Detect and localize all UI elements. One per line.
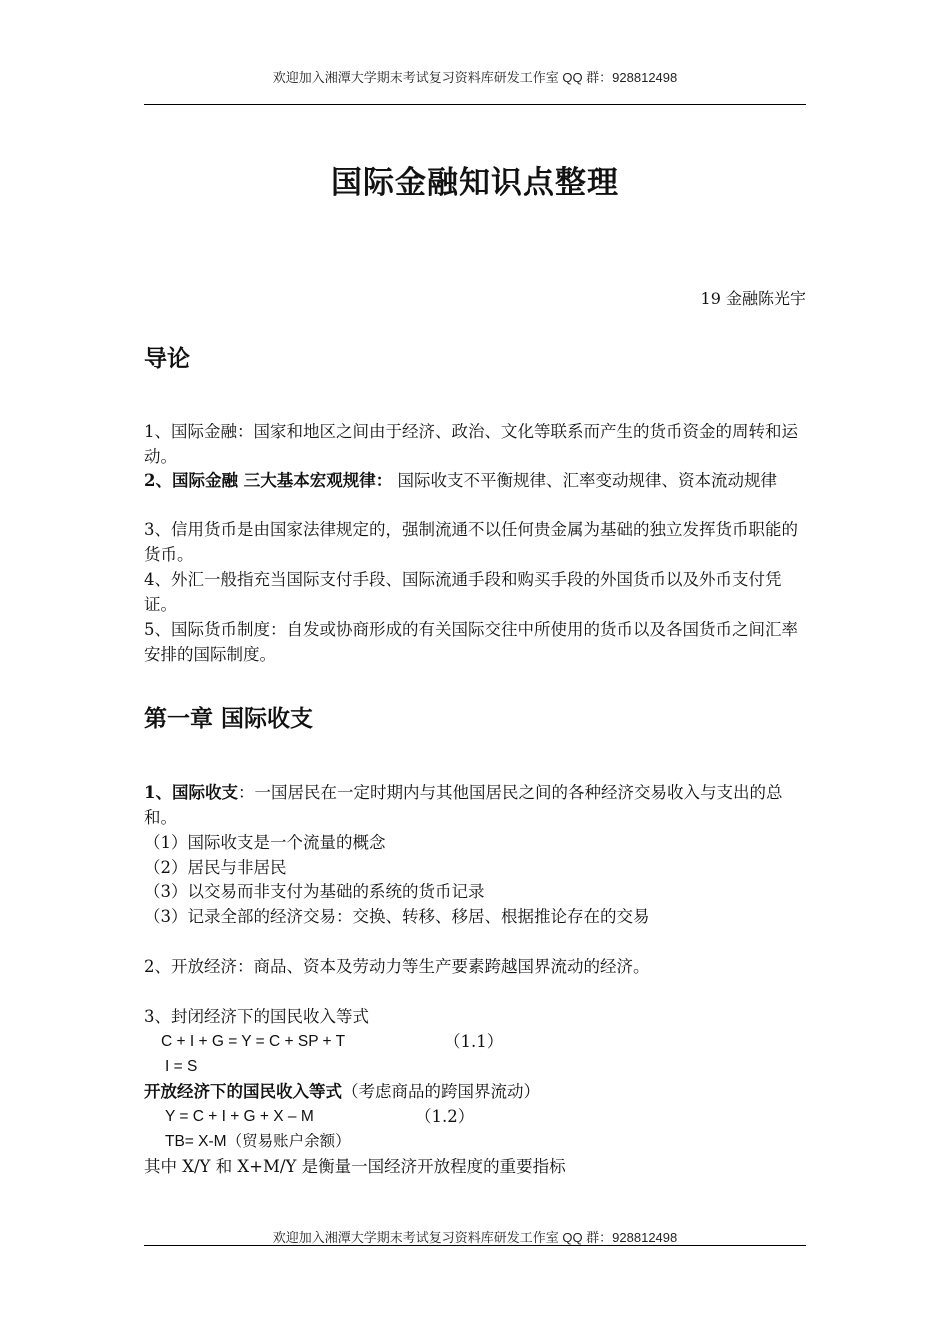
- trade-balance-equation: TB= X-M（贸易账户余额）: [165, 1133, 351, 1150]
- intro-item-5: 5、国际货币制度：自发或协商形成的有关国际交往中所使用的货币以及各国货币之间汇率安排的国际制度。: [144, 620, 798, 664]
- intro-heading: 导论: [144, 346, 190, 372]
- open-economy-definition: 2、开放经济：商品、资本及劳动力等生产要素跨越国界流动的经济。: [144, 957, 650, 976]
- document-title: 国际金融知识点整理: [331, 165, 619, 201]
- equation-i-s: I = S: [165, 1058, 198, 1075]
- equation-1-2-number: （1.2）: [415, 1107, 475, 1126]
- page-footer: 欢迎加入湘潭大学期末考试复习资料库研发工作室 QQ 群：928812498: [272, 1230, 678, 1245]
- intro-item-1: 1、国际金融：国家和地区之间由于经济、政治、文化等联系而产生的货币资金的周转和运动。: [144, 422, 798, 466]
- footer-rule: [144, 1245, 806, 1246]
- bop-definition: 1、国际收支：一国居民在一定时期内与其他国居民之间的各种经济交易收入与支出的总和。: [144, 783, 783, 827]
- closed-economy-title: 3、封闭经济下的国民收入等式: [144, 1007, 369, 1026]
- chapter1-heading: 第一章 国际收支: [144, 706, 314, 732]
- intro-item-2: 2、国际金融 三大基本宏观规律： 国际收支不平衡规律、汇率变动规律、资本流动规律: [144, 471, 777, 490]
- bop-point-2: （2）居民与非居民: [144, 858, 287, 877]
- intro-item-4: 4、外汇一般指充当国际支付手段、国际流通手段和购买手段的外国货币以及外币支付凭证。: [144, 570, 782, 614]
- intro-item-3: 3、信用货币是由国家法律规定的，强制流通不以任何贵金属为基础的独立发挥货币职能的货币。: [144, 520, 798, 564]
- bop-point-1: （1）国际收支是一个流量的概念: [144, 833, 386, 852]
- bop-point-4: （3）记录全部的经济交易：交换、转移、移居、根据推论存在的交易: [144, 907, 650, 926]
- equation-1-2: Y = C + I + G + X – M: [165, 1108, 314, 1125]
- equation-1-1: C + I + G = Y = C + SP + T: [161, 1033, 346, 1050]
- equation-1-1-number: （1.1）: [444, 1032, 504, 1051]
- author: 19 金融陈光宇: [700, 289, 806, 308]
- header-rule: [144, 104, 806, 105]
- page-header: 欢迎加入湘潭大学期末考试复习资料库研发工作室 QQ 群：928812498: [272, 70, 678, 85]
- openness-indicator-note: 其中 X/Y 和 X+M/Y 是衡量一国经济开放程度的重要指标: [144, 1157, 566, 1176]
- open-economy-title: 开放经济下的国民收入等式（考虑商品的跨国界流动）: [144, 1082, 540, 1101]
- bop-point-3: （3）以交易而非支付为基础的系统的货币记录: [144, 882, 485, 901]
